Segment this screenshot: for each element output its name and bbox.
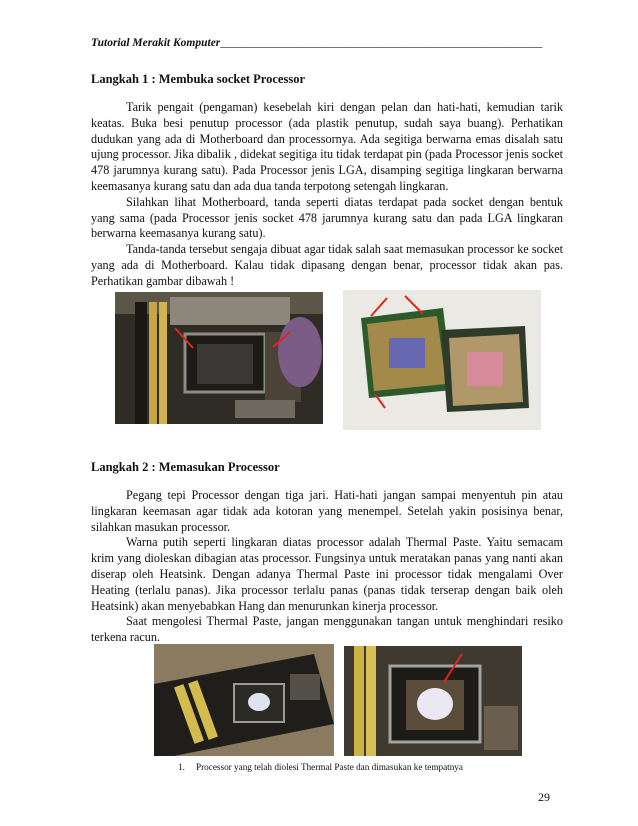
paragraph: Tarik pengait (pengaman) kesebelah kiri dengan pelan dan hati-hati, kemudian tarik keatas. Buka besi penutup processor (ada plastik penutup, sudah saya buang). Perhatikan dudukan yang ada di Motherboard dan processornya. Ada segitiga berwarna emas disalah satu ujung processor. Jika dibalik , didekat segitiga itu tidak terdapat pin (pada Processor jenis socket 478 jarumnya kurang satu). Pada Processor jenis LGA, disamping segitiga lingkaran berwarna keemasanya kurang satu dan ada dua tanda terpotong setengah lingkaran. <box>91 100 563 193</box>
caption-text: Processor yang telah diolesi Thermal Paste dan dimasukan ke tempatnya <box>196 762 463 772</box>
page-number: 29 <box>538 790 550 804</box>
running-header <box>91 37 542 49</box>
paragraph: Tanda-tanda tersebut sengaja dibuat agar tidak salah saat memasukan processor ke socket yang ada di Motherboard. Kalau tidak dipasang dengan benar, processor tidak akan pas. Perhatikan gambar dibawah ! <box>91 242 563 288</box>
figure-caption <box>178 762 463 772</box>
paragraph: Silahkan lihat Motherboard, tanda seperti diatas terdapat pada socket dengan bentuk yang sama (pada Processor jenis socket 478 jarumnya kurang satu dan pada LGA lingkaran berwarna keemasanya kurang satu). <box>91 194 563 241</box>
motherboard-overview-photo <box>154 644 334 756</box>
section-2-heading: Langkah 2 : Memasukan Processor <box>91 460 280 474</box>
caption-number: 1. <box>178 762 185 772</box>
processors-photo <box>343 290 541 430</box>
thermal-paste-photo <box>344 646 522 756</box>
paragraph: Pegang tepi Processor dengan tiga jari. Hati-hati jangan sampai menyentuh pin atau lingkaran keemasan agar tidak ada kotoran yang menempel. Setelah yakin posisinya benar, silahkan masukan processor. <box>91 488 563 534</box>
motherboard-socket-photo <box>115 292 323 424</box>
section-1-body <box>91 100 563 290</box>
section-2-body <box>91 488 563 646</box>
header-rule: ________________________________________________________ <box>220 37 543 49</box>
paragraph: Saat mengolesi Thermal Paste, jangan menggunakan tangan untuk menghindari resiko terkena racun. <box>91 614 563 645</box>
section-1-heading: Langkah 1 : Membuka socket Processor <box>91 72 306 86</box>
paragraph: Warna putih seperti lingkaran diatas processor adalah Thermal Paste. Yaitu semacam krim yang dioleskan dibagian atas processor. Fungsinya untuk meratakan panas yang nanti akan diserap oleh Heatsink. Dengan adanya Thermal Paste ini processor tidak mengalami Over Heating (terlalu panas). Jika processor terlalu panas (panas tidak terserap dengan baik oleh Heatsink) akan menyebabkan Hang dan menurunkan kinerja processor. <box>91 535 563 613</box>
header-title: Tutorial Merakit Komputer <box>91 37 221 49</box>
